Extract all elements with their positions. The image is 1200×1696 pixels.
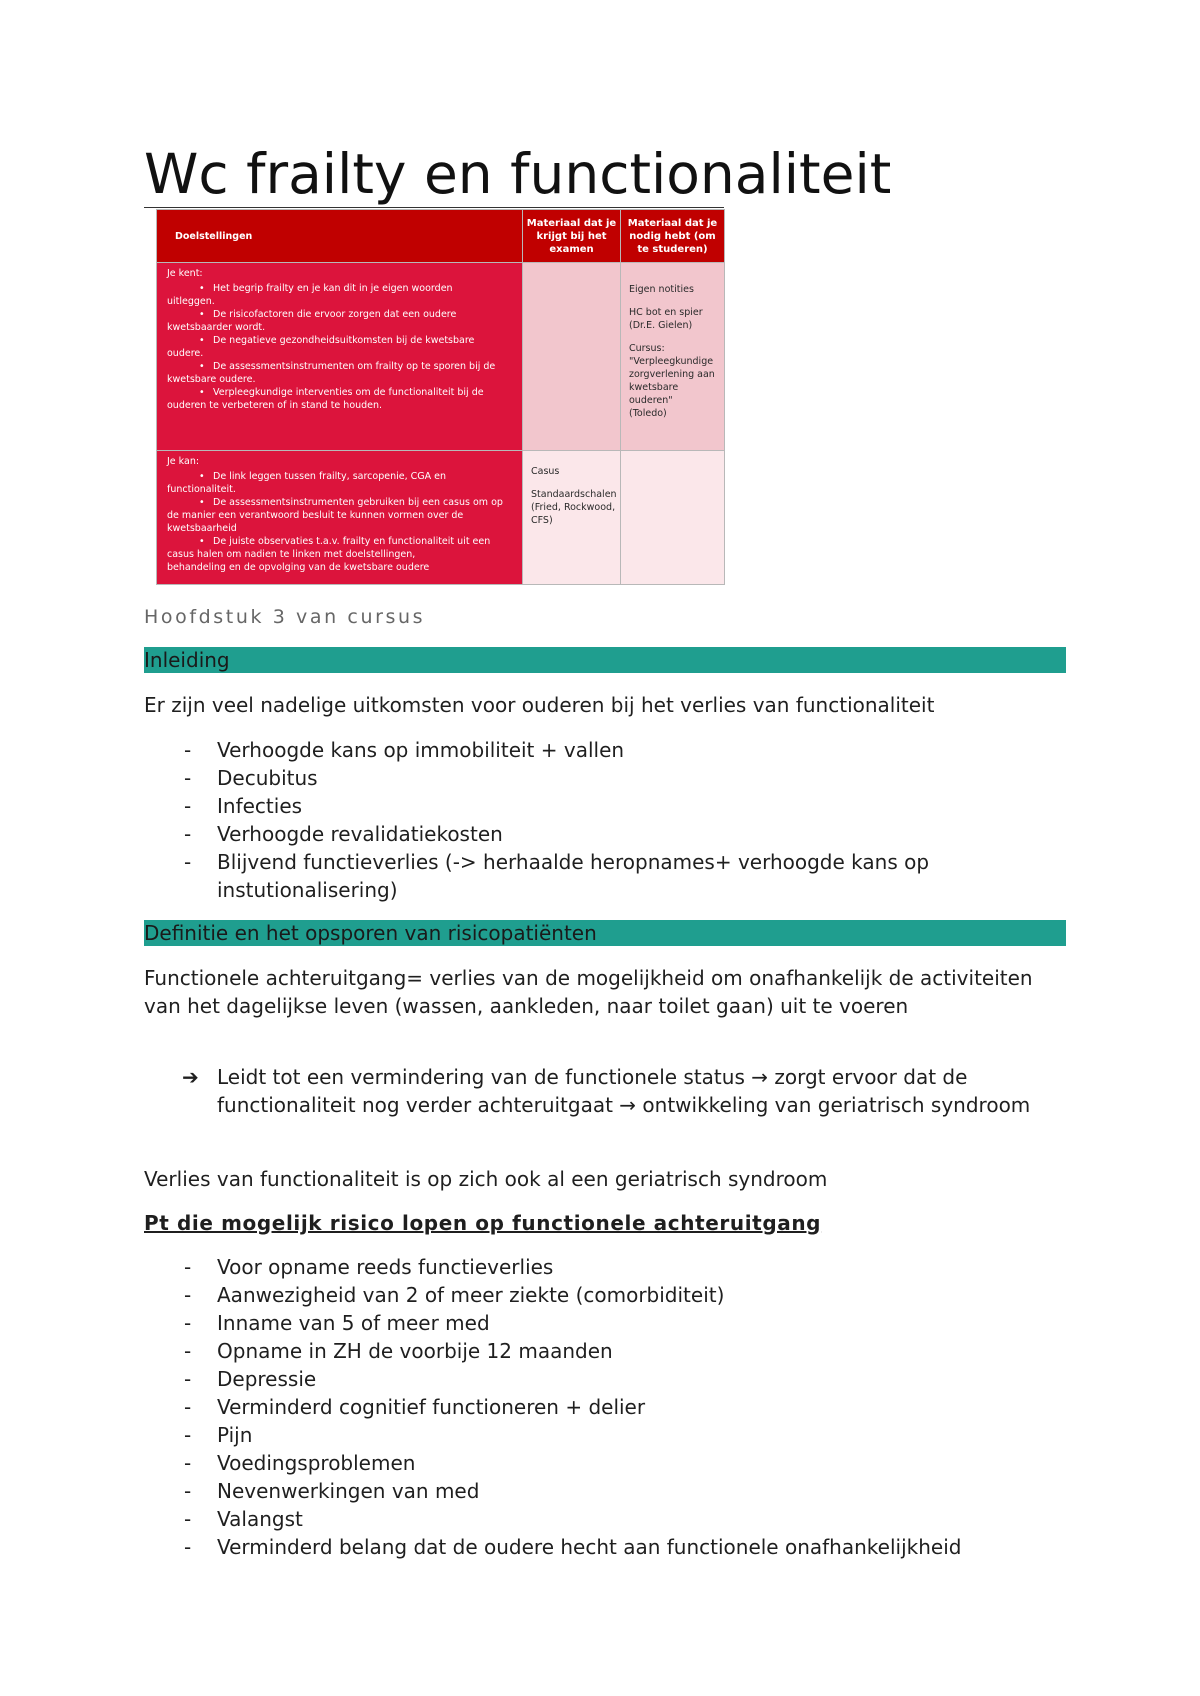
risk-factors-list	[144, 1253, 1074, 1561]
intro-outcome-text: Verhoogde kans op immobiliteit + vallen	[217, 738, 625, 762]
skills-goal-item-line: De assessmentsinstrumenten gebruiken bij een casus om op	[213, 497, 503, 508]
skills-study-cell	[621, 451, 725, 585]
intro-outcome-text: Infecties	[217, 794, 303, 818]
dash-bullet: -	[184, 1451, 192, 1475]
intro-outcome-item	[144, 848, 1074, 904]
arrow-right-icon: ➔	[182, 1065, 199, 1089]
study-hc-line1: HC bot en spier	[629, 307, 703, 318]
exam-casus: Casus	[531, 466, 560, 477]
dash-bullet: -	[184, 1339, 192, 1363]
risk-factor-text: Voedingsproblemen	[217, 1451, 416, 1475]
risk-factor-item	[144, 1421, 1074, 1449]
skills-goal-item-line: casus halen om nadien te linken met doelstellingen,	[167, 549, 416, 560]
risk-factor-item	[144, 1253, 1074, 1281]
intro-outcome-item	[144, 820, 1074, 848]
risk-factor-item	[144, 1365, 1074, 1393]
intro-outcome-item	[144, 764, 1074, 792]
objectives-table	[156, 209, 725, 585]
knowledge-study-cell	[621, 263, 725, 451]
risk-factor-text: Opname in ZH de voorbije 12 maanden	[217, 1339, 613, 1363]
risk-factor-text: Pijn	[217, 1423, 253, 1447]
dash-bullet: -	[184, 1367, 192, 1391]
skills-goal-item-line: De link leggen tussen frailty, sarcopenie, CGA en	[213, 471, 447, 482]
header-goals: Doelstellingen	[157, 210, 523, 263]
dash-bullet: -	[184, 850, 192, 874]
intro-outcomes-list	[144, 736, 1074, 904]
risk-factor-item	[144, 1505, 1074, 1533]
study-course-label: Cursus:	[629, 343, 665, 354]
risk-factor-text: Valangst	[217, 1507, 303, 1531]
dash-bullet: -	[184, 738, 192, 762]
study-course-line: ouderen"	[629, 395, 673, 406]
risk-factor-item	[144, 1449, 1074, 1477]
page-title: Wc frailty en functionaliteit	[144, 142, 892, 206]
dash-bullet: -	[184, 1507, 192, 1531]
knowledge-goal-item-line: Het begrip frailty en je kan dit in je eigen woorden	[213, 283, 453, 294]
knowledge-lead: Je kent:	[167, 268, 203, 279]
skills-goal-item-line: De juiste observaties t.a.v. frailty en functionaliteit uit een	[213, 536, 491, 547]
objectives-row-knowledge	[157, 263, 725, 451]
intro-outcome-item	[144, 736, 1074, 764]
study-course-line: kwetsbare	[629, 382, 679, 393]
knowledge-goal-item-line: De assessmentsinstrumenten om frailty op te sporen bij de	[213, 361, 496, 372]
knowledge-goal-item-line: De negatieve gezondheidsuitkomsten bij de kwetsbare	[213, 335, 475, 346]
knowledge-goal-item	[167, 282, 514, 308]
exam-scales-line: CFS)	[531, 515, 553, 526]
dash-bullet: -	[184, 766, 192, 790]
knowledge-goal-item-line: Verpleegkundige interventies om de functionaliteit bij de	[213, 387, 484, 398]
skills-goal-item	[167, 496, 514, 535]
skills-goal-item	[167, 535, 514, 574]
study-course-line: zorgverlening aan	[629, 369, 715, 380]
intro-text: Er zijn veel nadelige uitkomsten voor ouderen bij het verlies van functionaliteit	[144, 693, 935, 717]
study-hc-line2: (Dr.E. Gielen)	[629, 320, 693, 331]
definition-consequence	[144, 1063, 1074, 1119]
dash-bullet: -	[184, 1283, 192, 1307]
section-heading-definitie: Definitie en het opsporen van risicopatiënten	[144, 920, 1066, 946]
dash-bullet: -	[184, 1311, 192, 1335]
intro-outcome-text: Verhoogde revalidatiekosten	[217, 822, 503, 846]
study-course-line: (Toledo)	[629, 408, 667, 419]
objectives-header-row	[157, 210, 725, 263]
risk-factor-item	[144, 1533, 1074, 1561]
skills-goal-item-line: behandeling en de opvolging van de kwetsbare oudere	[167, 562, 430, 573]
knowledge-goal-item-line: kwetsbaarder wordt.	[167, 322, 266, 333]
chapter-subtitle: Hoofdstuk 3 van cursus	[144, 606, 426, 628]
risk-factor-text: Verminderd belang dat de oudere hecht aan functionele onafhankelijkheid	[217, 1535, 962, 1559]
intro-outcome-text: Blijvend functieverlies (-> herhaalde heropnames+ verhoogde kans op instutionalisering)	[217, 850, 930, 902]
risk-factor-item	[144, 1309, 1074, 1337]
study-notes: Eigen notities	[629, 284, 694, 295]
study-course-line: "Verpleegkundige	[629, 356, 714, 367]
knowledge-list	[167, 282, 514, 412]
title-underline	[144, 207, 724, 208]
exam-scales	[531, 488, 618, 527]
skills-list	[167, 470, 514, 574]
definition-note: Verlies van functionaliteit is op zich ook al een geriatrisch syndroom	[144, 1167, 828, 1191]
header-exam-material: Materiaal dat je krijgt bij het examen	[523, 210, 621, 263]
knowledge-goal-item	[167, 308, 514, 334]
risk-factor-item	[144, 1281, 1074, 1309]
dash-bullet: -	[184, 794, 192, 818]
knowledge-goal-item-line: uitleggen.	[167, 296, 215, 307]
risk-factor-text: Aanwezigheid van 2 of meer ziekte (comorbiditeit)	[217, 1283, 725, 1307]
skills-exam-cell	[523, 451, 621, 585]
risk-factor-text: Verminderd cognitief functioneren + delier	[217, 1395, 646, 1419]
dash-bullet: -	[184, 1479, 192, 1503]
risk-factor-text: Voor opname reeds functieverlies	[217, 1255, 554, 1279]
dash-bullet: -	[184, 822, 192, 846]
skills-goal-item-line: de manier een verantwoord besluit te kunnen vormen over de	[167, 510, 464, 521]
risk-factor-text: Nevenwerkingen van med	[217, 1479, 480, 1503]
knowledge-goals-cell	[157, 263, 523, 451]
objectives-row-skills	[157, 451, 725, 585]
knowledge-goal-item-line: kwetsbare oudere.	[167, 374, 256, 385]
dash-bullet: -	[184, 1255, 192, 1279]
intro-outcome-item	[144, 792, 1074, 820]
skills-goal-item-line: functionaliteit.	[167, 484, 236, 495]
knowledge-goal-item-line: De risicofactoren die ervoor zorgen dat een oudere	[213, 309, 457, 320]
skills-goal-item-line: kwetsbaarheid	[167, 523, 237, 534]
risk-factor-item	[144, 1337, 1074, 1365]
intro-outcome-text: Decubitus	[217, 766, 318, 790]
exam-scales-line: (Fried, Rockwood,	[531, 502, 616, 513]
risk-factor-text: Inname van 5 of meer med	[217, 1311, 490, 1335]
exam-scales-line: Standaardschalen	[531, 489, 617, 500]
risk-factor-text: Depressie	[217, 1367, 317, 1391]
skills-goal-item	[167, 470, 514, 496]
skills-lead: Je kan:	[167, 456, 200, 467]
knowledge-goal-item	[167, 386, 514, 412]
consequence-text: Leidt tot een vermindering van de functionele status → zorgt ervoor dat de functionaliteit nog verder achteruitgaat → ontwikkeling van geriatrisch syndroom	[217, 1065, 1031, 1117]
dash-bullet: -	[184, 1395, 192, 1419]
knowledge-goal-item-line: ouderen te verbeteren of in stand te houden.	[167, 400, 383, 411]
dash-bullet: -	[184, 1423, 192, 1447]
risk-factor-item	[144, 1477, 1074, 1505]
risk-factor-item	[144, 1393, 1074, 1421]
knowledge-goal-item	[167, 360, 514, 386]
knowledge-goal-item-line: oudere.	[167, 348, 204, 359]
knowledge-goal-item	[167, 334, 514, 360]
study-course-lines	[629, 355, 722, 420]
header-study-material: Materiaal dat je nodig hebt (om te studeren)	[621, 210, 725, 263]
definition-text: Functionele achteruitgang= verlies van de mogelijkheid om onafhankelijk de activiteiten van het dagelijkse leven (wassen, aankleden, naar toilet gaan) uit te voeren	[144, 966, 1033, 1018]
section-heading-inleiding: Inleiding	[144, 647, 1066, 673]
knowledge-exam-cell	[523, 263, 621, 451]
dash-bullet: -	[184, 1535, 192, 1559]
risk-heading: Pt die mogelijk risico lopen op functionele achteruitgang	[144, 1211, 822, 1235]
skills-goals-cell	[157, 451, 523, 585]
